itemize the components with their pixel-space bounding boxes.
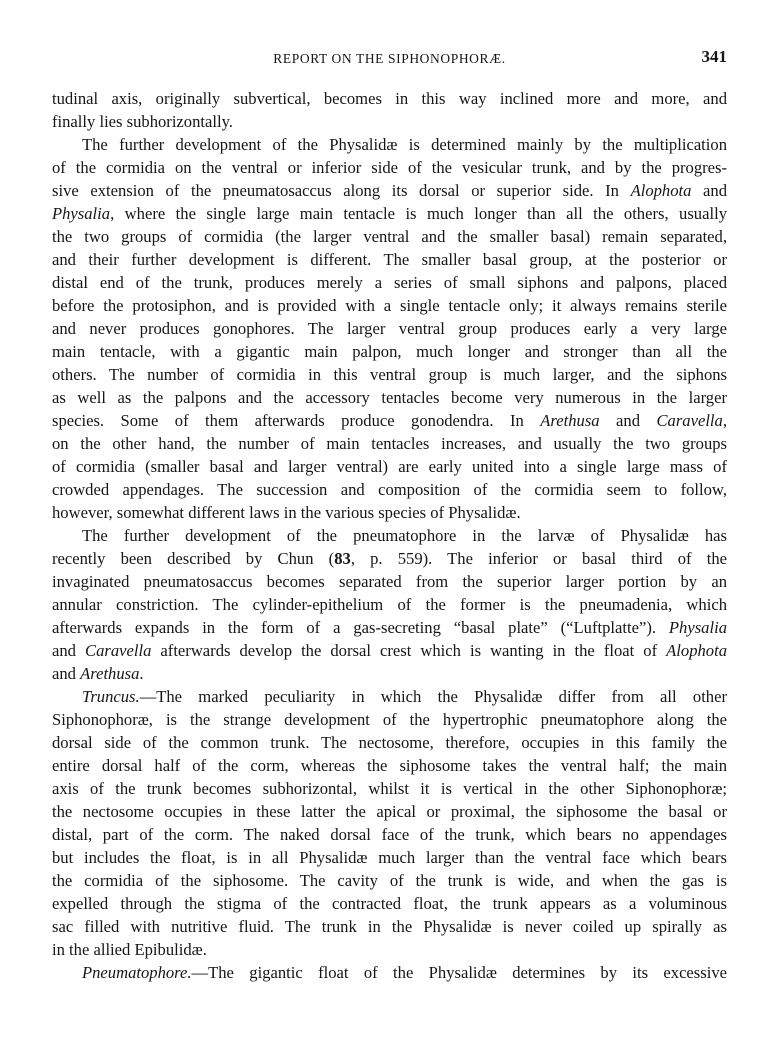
- running-header: [52, 46, 727, 70]
- text-line: of the cormidia on the ventral or inferior side of the vesicular trunk, and by the progres-: [52, 158, 727, 177]
- text-line: the nectosome occupies in these latter the apical or proximal, the siphosome the basal or: [52, 802, 727, 821]
- text-line: of cormidia (smaller basal and larger ventral) are early united into a single large mass of: [52, 457, 727, 476]
- italic-term: Arethusa: [540, 411, 600, 430]
- text-line: expelled through the stigma of the contracted float, the trunk appears as a voluminous: [52, 894, 727, 913]
- text-line: main tentacle, with a gigantic main palpon, much longer and stronger than all the: [52, 342, 727, 361]
- text-line: others. The number of cormidia in this ventral group is much larger, and the siphons: [52, 365, 727, 384]
- text-line: in the allied Epibulidæ.: [52, 940, 207, 959]
- text-line: Siphonophoræ, is the strange development of the hypertrophic pneumatophore along the: [52, 710, 727, 729]
- text-line: dorsal side of the common trunk. The nectosome, therefore, occupies in this family the: [52, 733, 727, 752]
- text-line: crowded appendages. The succession and composition of the cormidia seem to follow,: [52, 480, 727, 499]
- text-line: [52, 409, 727, 432]
- text-line: the two groups of cormidia (the larger ventral and the smaller basal) remain separated,: [52, 227, 727, 246]
- text-line: [52, 662, 727, 685]
- italic-term: Pneumatophore.: [82, 963, 192, 982]
- text-line: [52, 961, 727, 984]
- text-line: on the other hand, the number of main tentacles increases, and usually the two groups: [52, 434, 727, 453]
- text-line: [52, 202, 727, 225]
- text-line: and their further development is different. The smaller basal group, at the posterior or: [52, 250, 727, 269]
- text-line: [52, 616, 727, 639]
- italic-term: Alophota: [630, 181, 692, 200]
- italic-term: Physalia: [52, 204, 111, 223]
- text-segment: and: [599, 411, 657, 430]
- text-line: The further development of the Physalidæ is determined mainly by the multiplication: [82, 135, 727, 154]
- running-title: REPORT ON THE SIPHONOPHORÆ.: [273, 51, 506, 66]
- text-line: but includes the float, is in all Physalidæ much larger than the ventral face which bears: [52, 848, 727, 867]
- italic-term: Arethusa: [80, 664, 140, 683]
- text-segment: .: [139, 664, 144, 683]
- text-line: sac filled with nutritive fluid. The trunk in the Physalidæ is never coiled up spirally as: [52, 917, 727, 936]
- text-line: [52, 547, 727, 570]
- text-segment: and: [52, 664, 81, 683]
- text-line: [52, 685, 727, 708]
- text-segment: afterwards develop the dorsal crest which is wanting in the float of: [151, 641, 667, 660]
- text-line: annular constriction. The cylinder-epithelium of the former is the pneumadenia, which: [52, 595, 727, 614]
- text-line: however, somewhat different laws in the various species of Physalidæ.: [52, 503, 521, 522]
- text-line: before the protosiphon, and is provided with a single tentacle only; it always remains sterile: [52, 296, 727, 315]
- text-line: finally lies subhorizontally.: [52, 112, 233, 131]
- italic-term: Caravella: [85, 641, 152, 660]
- text-segment: ,: [722, 411, 727, 430]
- text-segment: , p. 559). The inferior or basal third of the: [350, 549, 727, 568]
- italic-term: Truncus.: [82, 687, 140, 706]
- italic-term: Alophota: [666, 641, 727, 660]
- text-segment: , where the single large main tentacle is much longer than all the others, usually: [110, 204, 727, 223]
- text-line: invaginated pneumatosaccus becomes separated from the superior larger portion by an: [52, 572, 727, 591]
- page-number: 341: [701, 47, 727, 66]
- italic-term: Caravella: [656, 411, 723, 430]
- text-line: distal, part of the corm. The naked dorsal face of the trunk, which bears no appendages: [52, 825, 727, 844]
- text-segment: and: [691, 181, 727, 200]
- text-line: as well as the palpons and the accessory tentacles become very numerous in the larger: [52, 388, 727, 407]
- body-text: [52, 87, 727, 984]
- text-segment: and: [52, 641, 86, 660]
- reference-number: 83: [334, 549, 351, 568]
- text-line: entire dorsal half of the corm, whereas the siphosome takes the ventral half; the main: [52, 756, 727, 775]
- text-line: The further development of the pneumatophore in the larvæ of Physalidæ has: [82, 526, 727, 545]
- text-segment: species. Some of them afterwards produce gonodendra. In: [52, 411, 541, 430]
- text-segment: recently been described by Chun (: [52, 549, 335, 568]
- italic-term: Physalia: [668, 618, 727, 637]
- text-segment: sive extension of the pneumatosaccus along its dorsal or superior side. In: [52, 181, 631, 200]
- text-line: axis of the trunk becomes subhorizontal, whilst it is vertical in the other Siphonophoræ;: [52, 779, 727, 798]
- text-line: [52, 639, 727, 662]
- text-line: and never produces gonophores. The larger ventral group produces early a very large: [52, 319, 727, 338]
- text-line: tudinal axis, originally subvertical, becomes in this way inclined more and more, and: [52, 89, 727, 108]
- text-line: distal end of the trunk, produces merely a series of small siphons and palpons, placed: [52, 273, 727, 292]
- text-line: the cormidia of the siphosome. The cavity of the trunk is wide, and when the gas is: [52, 871, 727, 890]
- text-segment: afterwards expands in the form of a gas-secreting “basal plate” (“Luftplatte”).: [52, 618, 669, 637]
- text-line: [52, 179, 727, 202]
- text-segment: —The gigantic float of the Physalidæ determines by its excessive: [191, 963, 727, 982]
- text-segment: —The marked peculiarity in which the Physalidæ differ from all other: [139, 687, 727, 706]
